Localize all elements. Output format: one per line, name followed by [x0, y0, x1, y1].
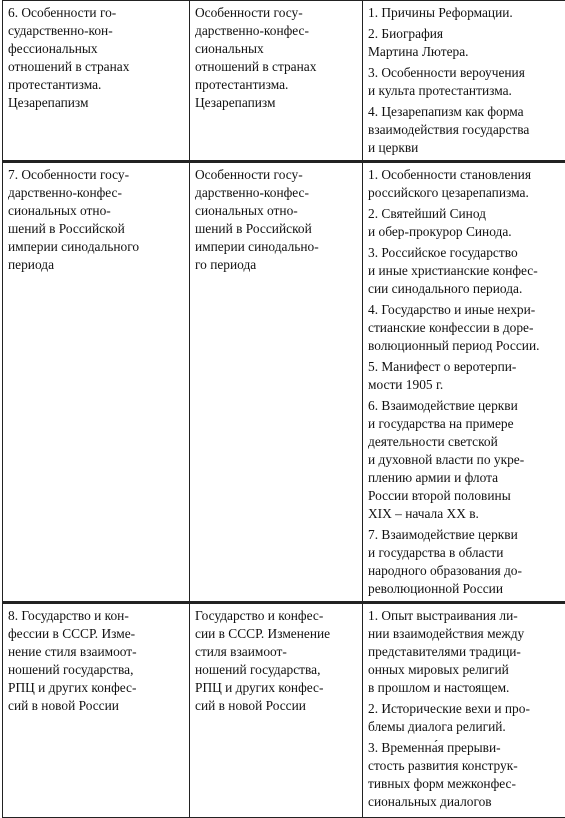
cell-text: Особенности госу- дарственно-конфес- сиональных отношений в странах протестантизма. Цезарепапизм: [195, 5, 317, 110]
cell-text: 8. Государство и кон- фессии в СССР. Изме- нение стиля взаимоот- ношений государства, РПЦ и других конфес- сий в новой России: [8, 608, 137, 713]
table-row: [2, 163, 565, 604]
list-item: 1. Причины Реформации.: [368, 5, 513, 20]
topic-title-cell: [190, 163, 363, 604]
table-row: [2, 604, 565, 818]
list-item: 6. Взаимодействие церкви и государства на примере деятельности светской и духовной власти по укре- плению армии и флота России второй половины XIX – начала XX в.: [368, 398, 525, 521]
list-item: 5. Манифест о веротерпи- мости 1905 г.: [368, 359, 517, 392]
list-item: 3. Временна́я прерыви- стость развития конструк- тивных форм межконфес- сиональных диалогов: [368, 740, 518, 809]
topic-title-cell: [190, 0, 363, 163]
list-item: 1. Особенности становления российского цезарепапизма.: [368, 167, 531, 200]
curriculum-table: [2, 0, 565, 818]
topic-contents-cell: [363, 0, 565, 163]
topic-contents-cell: [363, 163, 565, 604]
list-item: 7. Взаимодействие церкви и государства в области народного образования до- революционной России: [368, 527, 522, 596]
list-item: 2. Исторические вехи и про- блемы диалога религий.: [368, 701, 530, 734]
list-item: 3. Российское государство и иные христианские конфес- сии синодального периода.: [368, 245, 538, 296]
list-item: 4. Государство и иные нехри- стианские конфессии в доре- волюционный период России.: [368, 302, 540, 353]
list-item: 2. Святейший Синод и обер-прокурор Синода.: [368, 206, 512, 239]
topic-title-cell: [190, 604, 363, 818]
list-item: 1. Опыт выстраивания ли- нии взаимодействия между представителями традици- онных мировых религий в прошлом и настоящем.: [368, 608, 525, 695]
topic-number-title-cell: [2, 163, 190, 604]
cell-text: Особенности госу- дарственно-конфес- сиональных отно- шений в Российской империи синодально- го периода: [195, 167, 319, 272]
topic-contents-cell: [363, 604, 565, 818]
table-row: [2, 0, 565, 163]
cell-text: 6. Особенности го- сударственно-кон- фессиональных отношений в странах протестантизма. Цезарепапизм: [8, 5, 130, 110]
list-item: 2. Биография Мартина Лютера.: [368, 26, 469, 59]
list-item: 3. Особенности вероучения и культа протестантизма.: [368, 65, 525, 98]
list-item: 4. Цезарепапизм как форма взаимодействия государства и церкви: [368, 104, 530, 155]
cell-text: 7. Особенности госу- дарственно-конфес- сиональных отно- шений в Российской империи синодального периода: [8, 167, 140, 272]
cell-text: Государство и конфес- сии в СССР. Изменение стиля взаимоот- ношений государства, РПЦ и других конфес- сий в новой России: [195, 608, 331, 713]
topic-number-title-cell: [2, 0, 190, 163]
topic-number-title-cell: [2, 604, 190, 818]
